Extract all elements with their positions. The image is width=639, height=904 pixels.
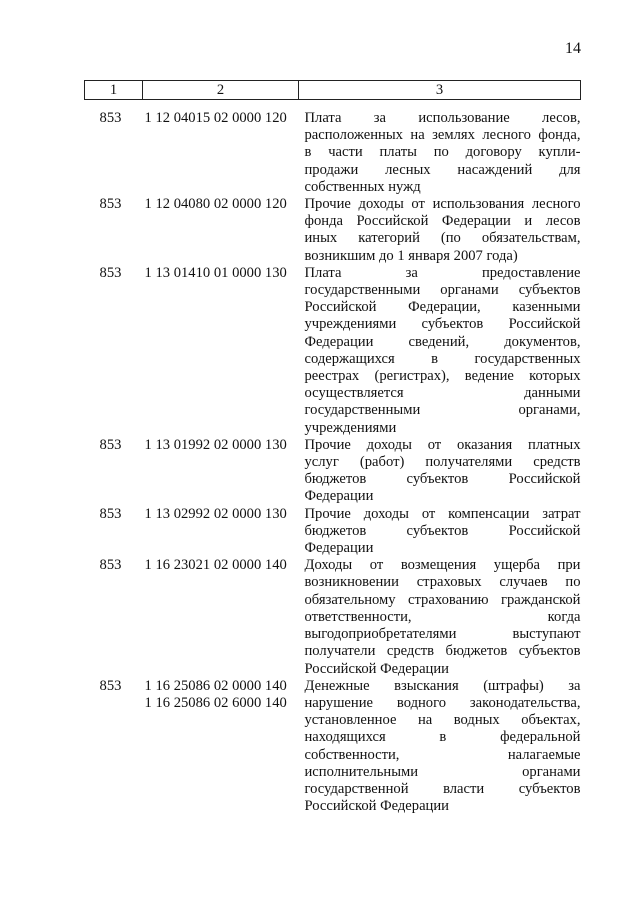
description-line: Прочие доходы от использования лесного [304,196,581,213]
description-line: в части платы по договору купли- [304,144,581,161]
admin-code-cell: 853 [99,110,122,126]
table-row [85,506,581,558]
description-line: возникшим до 1 января 2007 года) [304,247,518,264]
description-line: государственными органами, [304,402,581,419]
admin-code-cell: 853 [99,264,122,281]
description-line: государственной власти субъектов [304,780,581,797]
description-cell [299,196,581,265]
description-line: Прочие доходы от оказания платных [304,436,581,453]
description-cell [299,557,581,677]
column-header-1: 1 [85,81,143,100]
description-line: собственных нужд [304,178,421,195]
table-row [85,100,581,197]
description-line: Плата за предоставление [304,264,581,281]
description-line: получатели средств бюджетов субъектов [304,643,581,660]
admin-code-cell: 853 [99,557,122,574]
page-number: 14 [565,40,581,57]
kbk-code-cell [143,196,299,265]
table-body [85,100,581,816]
description-line: собственности, налагаемые [304,746,581,763]
description-line: Доходы от возмещения ущерба при [304,557,581,574]
admin-code-cell: 853 [99,505,122,522]
table-row [85,196,581,265]
description-line: исполнительными органами [304,763,581,780]
description-line: Федерации сведений, документов, [304,333,581,350]
kbk-code: 1 12 04015 02 0000 120 [144,110,287,126]
table-row [85,557,581,677]
description-line: Денежные взыскания (штрафы) за [304,677,581,694]
kbk-code: 1 13 02992 02 0000 130 [144,505,287,522]
kbk-code-cell [143,506,299,558]
header-row [85,81,581,100]
description-line: государственными органами субъектов [304,282,581,299]
column-header-2: 2 [143,81,299,100]
description-line: находящихся в федеральной [304,729,581,746]
description-line: бюджетов субъектов Российской [304,522,581,539]
description-line: иных категорий (по обязательствам, [304,230,581,247]
description-line: Федерации [304,540,374,557]
description-cell [299,100,581,197]
description-line: Прочие доходы от компенсации затрат [304,505,581,522]
description-line: обязательному страхованию гражданской [304,591,581,608]
kbk-code: 1 12 04080 02 0000 120 [144,196,287,213]
kbk-code: 1 16 25086 02 0000 140 [144,677,287,694]
kbk-code-cell [143,437,299,506]
description-cell [299,265,581,437]
description-line: услуг (работ) получателями средств [304,454,581,471]
description-line: ответственности, когда [304,608,581,625]
description-line: Плата за использование лесов, [304,110,581,126]
admin-code-cell: 853 [99,436,122,453]
kbk-code-cell [143,557,299,677]
table-header [85,81,581,100]
description-line: расположенных на землях лесного фонда, [304,127,581,144]
description-cell [299,678,581,816]
description-line: фонда Российской Федерации и лесов [304,213,581,230]
description-line: Российской Федерации [304,660,449,677]
kbk-code: 1 16 23021 02 0000 140 [144,557,287,574]
kbk-code-cell [143,265,299,437]
description-cell [299,506,581,558]
column-header-3: 3 [299,81,581,100]
kbk-code: 1 13 01410 01 0000 130 [144,264,287,281]
table-row [85,265,581,437]
description-line: содержащихся в государственных [304,350,581,367]
description-line: осуществляется данными [304,385,581,402]
table-row [85,437,581,506]
description-line: установленное на водных объектах, [304,712,581,729]
description-line: возникновении страховых случаев по [304,574,581,591]
revenue-codes-table [84,80,581,815]
description-line: Российской Федерации [304,798,449,815]
description-line: учреждениями [304,419,397,436]
description-line: продажи лесных насаждений для [304,161,581,178]
admin-code-cell: 853 [99,677,122,694]
kbk-code-cell [143,678,299,816]
description-line: выгодоприобретателями выступают [304,626,581,643]
description-line: бюджетов субъектов Российской [304,471,581,488]
kbk-code: 1 13 01992 02 0000 130 [144,436,287,453]
description-cell [299,437,581,506]
kbk-code-cell [143,100,299,197]
description-line: нарушение водного законодательства, [304,694,581,711]
description-line: реестрах (регистрах), ведение которых [304,368,581,385]
admin-code-cell: 853 [99,196,122,213]
description-line: Российской Федерации, казенными [304,299,581,316]
kbk-code: 1 16 25086 02 6000 140 [144,694,287,711]
description-line: Федерации [304,488,374,505]
description-line: учреждениями субъектов Российской [304,316,581,333]
table-row [85,678,581,816]
